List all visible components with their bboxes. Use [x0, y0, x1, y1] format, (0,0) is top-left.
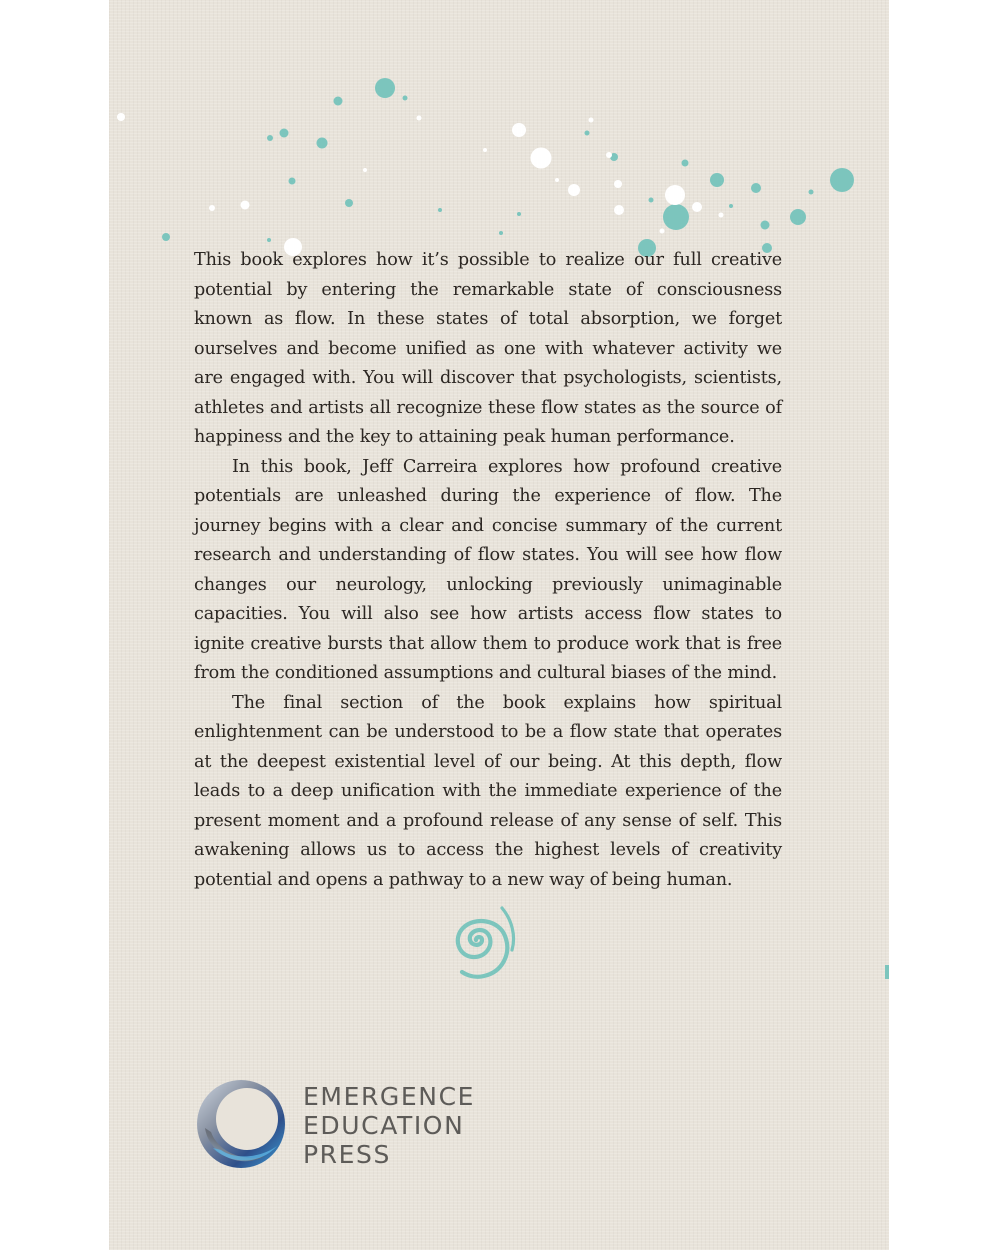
edge-mark: [885, 965, 889, 979]
publisher-name: [303, 1082, 475, 1169]
blurb-paragraph-2: In this book, Jeff Carreira explores how profound creative potentials are unleashed during the experience of flow. The journey begins with a clear and concise summary of the current research and understanding of flow states. You will see how flow changes our neurology, unlocking previously unimaginable capacities. You will also see how artists access flow states to ignite creative bursts that allow them to produce work that is free from the conditioned assumptions and cultural biases of the mind.: [194, 456, 782, 683]
ring-logo-icon: [195, 1078, 287, 1170]
publisher-name-line-1: EMERGENCE: [303, 1082, 476, 1111]
publisher-name-line-3: PRESS: [303, 1140, 391, 1169]
spiral-icon: [436, 902, 526, 982]
book-back-cover: [109, 0, 889, 1250]
back-cover-blurb: [194, 246, 782, 895]
publisher-logo: [195, 1078, 625, 1170]
blurb-paragraph-3: The final section of the book explains how spiritual enlightenment can be understood to be a flow state that operates at the deepest existential level of our being. At this depth, flow leads to a deep unification with the immediate experience of the present moment and a profound release of any sense of self. This awakening allows us to access the highest levels of creativity potential and opens a pathway to a new way of being human.: [194, 692, 782, 890]
publisher-name-line-2: EDUCATION: [303, 1111, 465, 1140]
blurb-paragraph-1: This book explores how it’s possible to realize our full creative potential by entering the remarkable state of consciousness known as flow. In these states of total absorption, we forget ourselves and become unified as one with whatever activity we are engaged with. You will discover that psychologists, scientists, athletes and artists all recognize these flow states as the source of happiness and the key to attaining peak human performance.: [194, 250, 782, 447]
